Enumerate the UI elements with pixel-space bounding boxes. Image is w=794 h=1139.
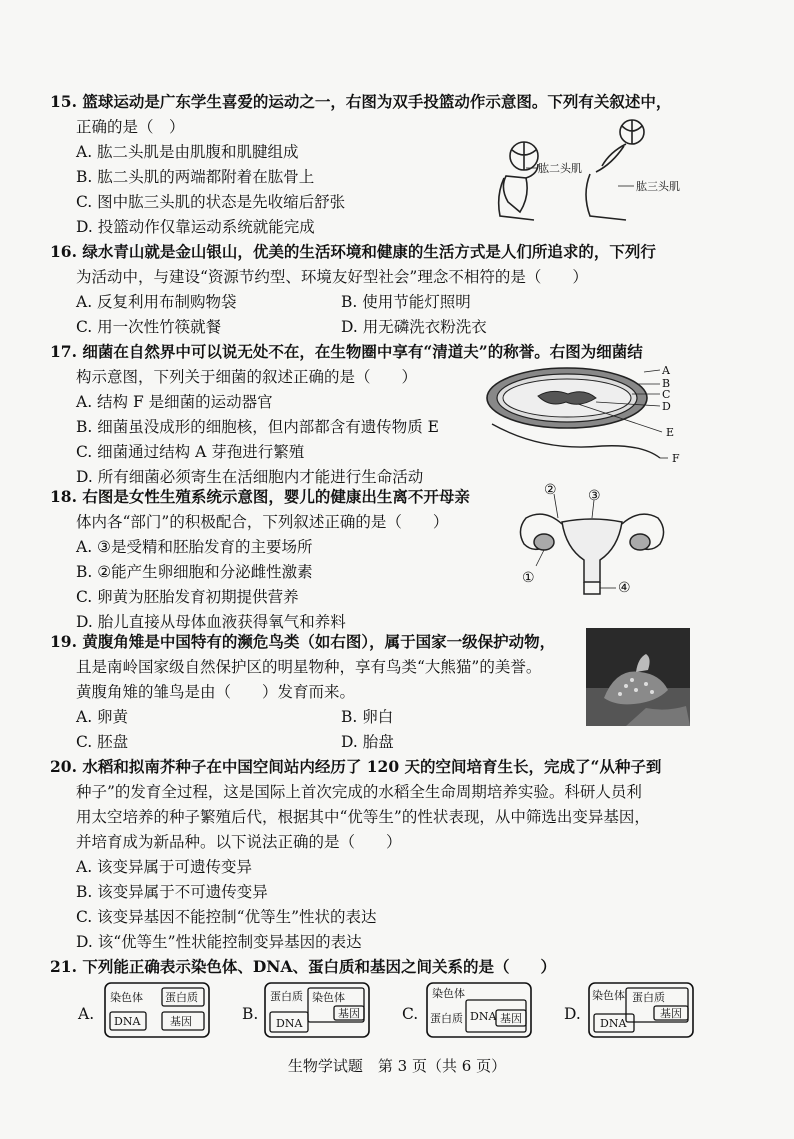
- q21c-chromosome: 染色体: [432, 987, 465, 1000]
- q18-option-a: A. ③是受精和胚胎发育的主要场所: [76, 538, 313, 556]
- bacteria-label-e: E: [666, 426, 675, 439]
- q21a-chromosome: 染色体: [110, 991, 143, 1004]
- q15-option-d: D. 投篮动作仅靠运动系统就能完成: [76, 218, 315, 236]
- q20-option-a: A. 该变异属于可遗传变异: [76, 858, 253, 876]
- q20-stem-line2: 种子”的发育全过程，这是国际上首次完成的水稻全生命周期培养实验。科研人员利: [76, 783, 642, 801]
- pheasant-photo: [586, 628, 690, 726]
- q18-stem-line2: 体内各“部门”的积极配合，下列叙述正确的是（ ）: [76, 513, 449, 531]
- q15-option-c: C. 图中肱三头肌的状态是先收缩后舒张: [76, 193, 346, 211]
- triceps-label: 肱三头肌: [636, 180, 680, 193]
- q21-option-b-letter: B.: [242, 1005, 259, 1023]
- basketball-shooting-figure: [486, 116, 696, 228]
- q17-option-c: C. 细菌通过结构 A 芽孢进行繁殖: [76, 443, 305, 461]
- q19-option-d: D. 胎盘: [341, 733, 394, 751]
- q21d-chromosome: 染色体: [592, 989, 625, 1002]
- q16-option-b: B. 使用节能灯照明: [341, 293, 471, 311]
- q18-option-d: D. 胎儿直接从母体血液获得氧气和养料: [76, 613, 346, 631]
- repro-label-1: ①: [522, 570, 535, 586]
- q19-option-a: A. 卵黄: [76, 708, 129, 726]
- q19-stem-line2: 且是南岭国家级自然保护区的明星物种，享有鸟类“大熊猫”的美誉。: [76, 658, 542, 676]
- bacteria-label-c: C: [662, 388, 671, 401]
- q16-option-a: A. 反复利用布制购物袋: [76, 293, 237, 311]
- q21a-protein: 蛋白质: [165, 991, 198, 1004]
- repro-label-3: ③: [588, 488, 601, 504]
- q15-stem-line1: 15. 篮球运动是广东学生喜爱的运动之一，右图为双手投篮动作示意图。下列有关叙述中，: [50, 92, 672, 111]
- q21-diagram-a: [104, 982, 210, 1038]
- q21b-gene: 基因: [338, 1007, 360, 1020]
- q17-stem-line2: 构示意图，下列关于细菌的叙述正确的是（ ）: [76, 368, 418, 386]
- q21-option-d-letter: D.: [564, 1005, 581, 1023]
- q21b-chromosome: 染色体: [312, 991, 345, 1004]
- q18-stem-line1: 18. 右图是女性生殖系统示意图，婴儿的健康出生离不开母亲: [50, 487, 470, 506]
- bacteria-label-f: F: [672, 452, 680, 465]
- q17-stem-line1: 17. 细菌在自然界中可以说无处不在，在生物圈中享有“清道夫”的称誉。右图为细菌结: [50, 342, 643, 361]
- q21c-protein: 蛋白质: [430, 1012, 463, 1025]
- q16-stem-line1: 16. 绿水青山就是金山银山，优美的生活环境和健康的生活方式是人们所追求的，下列行: [50, 242, 656, 261]
- repro-label-2: ②: [544, 482, 557, 498]
- q21-option-a-letter: A.: [78, 1005, 95, 1023]
- q20-stem-line3: 用太空培养的种子繁殖后代，根据其中“优等生”的性状表现，从中筛选出变异基因，: [76, 808, 650, 826]
- q18-option-b: B. ②能产生卵细胞和分泌雌性激素: [76, 563, 313, 581]
- q20-stem-line4: 并培育成为新品种。以下说法正确的是（ ）: [76, 833, 402, 851]
- q17-option-d: D. 所有细菌必须寄生在活细胞内才能进行生命活动: [76, 468, 424, 486]
- q21d-protein: 蛋白质: [632, 991, 665, 1004]
- q21-diagram-b: [264, 982, 370, 1038]
- q21-diagram-c: [426, 982, 532, 1038]
- bacteria-label-b: B: [662, 377, 671, 390]
- bacteria-label-a: A: [662, 364, 670, 377]
- q20-option-d: D. 该“优等生”性状能控制变异基因的表达: [76, 933, 362, 951]
- female-reproductive-figure: [508, 478, 678, 600]
- q20-option-b: B. 该变异属于不可遗传变异: [76, 883, 268, 901]
- q21a-gene: 基因: [170, 1015, 192, 1028]
- q16-option-d: D. 用无磷洗衣粉洗衣: [341, 318, 487, 336]
- q15-stem-line2: 正确的是（ ）: [76, 118, 185, 136]
- q17-option-b: B. 细菌虽没成形的细胞核，但内部都含有遗传物质 E: [76, 418, 439, 436]
- q21b-protein: 蛋白质: [270, 990, 303, 1003]
- q15-option-a: A. 肱二头肌是由肌腹和肌腱组成: [76, 143, 299, 161]
- q18-option-c: C. 卵黄为胚胎发育初期提供营养: [76, 588, 299, 606]
- bacteria-label-d: D: [662, 400, 671, 413]
- q21c-gene: 基因: [500, 1012, 522, 1025]
- q21-stem: 21. 下列能正确表示染色体、DNA、蛋白质和基因之间关系的是（ ）: [50, 957, 556, 976]
- q17-option-a: A. 结构 F 是细菌的运动器官: [76, 393, 273, 411]
- q16-stem-line2: 为活动中，与建设“资源节约型、环境友好型社会”理念不相符的是（ ）: [76, 268, 588, 286]
- q21d-gene: 基因: [660, 1007, 682, 1020]
- page-footer: 生物学试题 第 3 页（共 6 页）: [287, 1057, 507, 1075]
- q19-stem-line3: 黄腹角雉的雏鸟是由（ ）发育而来。: [76, 683, 356, 701]
- repro-label-4: ④: [618, 580, 631, 596]
- q19-stem-line1: 19. 黄腹角雉是中国特有的濒危鸟类（如右图），属于国家一级保护动物，: [50, 632, 556, 651]
- q16-option-c: C. 用一次性竹筷就餐: [76, 318, 222, 336]
- bacteria-structure-figure: [482, 362, 692, 472]
- q21a-dna: DNA: [114, 1015, 141, 1028]
- q21-diagram-d: [588, 982, 694, 1038]
- q21c-dna: DNA: [470, 1010, 497, 1023]
- q21b-dna: DNA: [276, 1017, 303, 1030]
- q20-option-c: C. 该变异基因不能控制“优等生”性状的表达: [76, 908, 377, 926]
- q19-option-c: C. 胚盘: [76, 733, 129, 751]
- q21-option-c-letter: C.: [402, 1005, 419, 1023]
- q20-stem-line1: 20. 水稻和拟南芥种子在中国空间站内经历了 120 天的空间培育生长，完成了“从种子到: [50, 757, 662, 776]
- q21d-dna: DNA: [600, 1017, 627, 1030]
- biceps-label: 肱二头肌: [538, 162, 582, 175]
- q19-option-b: B. 卵白: [341, 708, 394, 726]
- q15-option-b: B. 肱二头肌的两端都附着在肱骨上: [76, 168, 315, 186]
